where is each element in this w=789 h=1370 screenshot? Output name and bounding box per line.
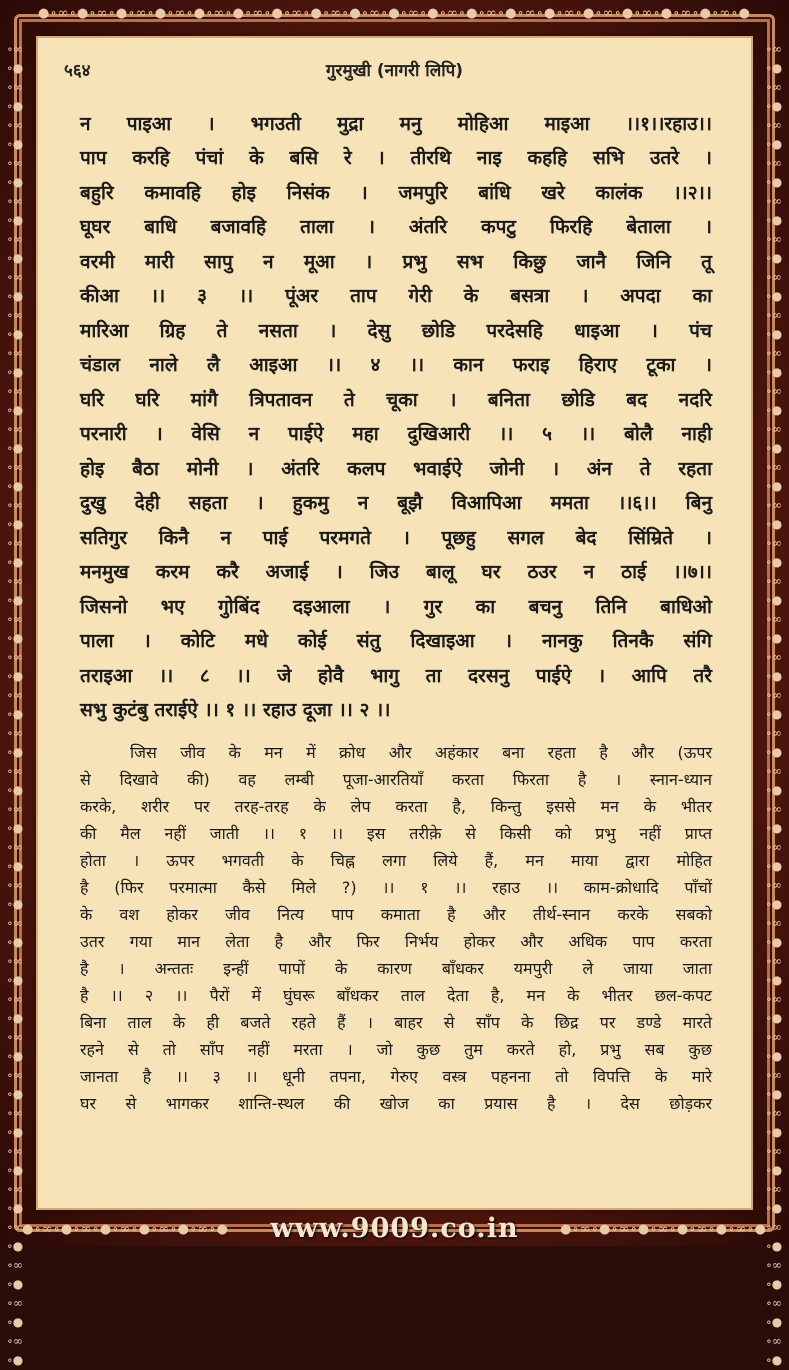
translation-line: है (फिर परमात्मा कैसे मिले ?) ।। १ ।। रहाउ ।। काम-क्रोधादि पाँचों [80, 878, 712, 897]
website-url[interactable]: www.9009.co.in [270, 1213, 519, 1244]
translation-line: से दिखावे की) वह लम्बी पूजा-आरतियाँ करता फिरता है । स्नान-ध्यान [80, 770, 712, 789]
gurbani-line: वरमी मारी सापु न मूआ । प्रभु सभ किछु जानै जिनि तू [80, 251, 712, 273]
gurbani-line: घरि घरि मांगै त्रिपतावन ते चूका । बनिता छोडि बद नदरि [80, 389, 712, 411]
gurbani-line: दुखु देही सहता । हुकमु न बूझै विआपिआ ममता ।।६।। बिनु [80, 492, 712, 514]
left-ornament: ∘∞∘●∘∞∘●∘∞∘●∘∞∘●∘∞∘●∘∞∘●∘∞∘●∘∞∘●∘∞∘●∘∞∘●∘∞∘●∘∞∘●∘∞∘●∘∞∘●∘∞∘●∘∞∘●∘∞∘●∘∞∘●∘∞∘●∘∞∘●∘∞∘●∘∞∘●∘∞∘●∘∞∘●∘∞∘●∘∞∘●∘∞∘●∘∞∘●∘∞∘●∘∞∘●∘∞∘●∘∞∘●∘∞∘●∘∞∘●∘∞∘● [6, 42, 24, 1367]
gurbani-line: बहुरि कमावहि होइ निसंक । जमपुरि बांधि खरे कालंक ।।२।। [80, 182, 712, 204]
gurbani-line: सभु कुटंबु तराईऐ ।। १ ।। रहाउ दूजा ।। २ ।। [80, 699, 391, 721]
gurbani-line: जिसनो भए गुोबिंद दइआला । गुर का बचनु तिनि बाधिओ [80, 596, 712, 618]
translation-line: के वश होकर जीव नित्य पाप कमाता है और तीर्थ-स्नान करके सबको [80, 905, 712, 924]
gurbani-line: परनारी । वेसि न पाईऐ महा दुखिआरी ।। ५ ।। बोलै नाही [80, 423, 712, 445]
gurbani-line: न पाइआ । भगउती मुद्रा मनु मोहिआ माइआ ।।१।।रहाउ।। [80, 113, 712, 135]
translation-line: जिस जीव के मन में क्रोध और अहंकार बना रहता है और (ऊपर [130, 743, 712, 762]
gurbani-line: घूघर बाधि बजावहि ताला । अंतरि कपटु फिरहि बेताला । [80, 216, 712, 238]
book-page [38, 38, 751, 1208]
translation-line: रहने से तो साँप नहीं मरता । जो कुछ तुम करते हो, प्रभु सब कुछ [80, 1040, 712, 1059]
translation-line: घर से भागकर शान्ति-स्थल की खोज का प्रयास है । देस छोड़कर [80, 1094, 712, 1113]
translation-line: उतर गया मान लेता है और फिर निर्भय होकर और अधिक पाप करता [80, 932, 712, 951]
gurbani-line: होइ बैठा मोनी । अंतरि कलप भवाईऐ जोनी । अंन ते रहता [80, 458, 712, 480]
gurbani-line: चंडाल नाले लै आइआ ।। ४ ।। कान फराइ हिराए टूका । [80, 354, 712, 376]
gurbani-line: सतिगुर किनै न पाई परमगते । पूछहु सगल बेद सिंम्रिते । [80, 527, 712, 549]
gurbani-line: कीआ ।। ३ ।। पूंअर ताप गेरी के बसत्रा । अपदा का [80, 285, 712, 307]
gurbani-line: पाप करहि पंचां के बसि रे । तीरथि नाइ कहहि सभि उतरे । [80, 147, 712, 169]
gurbani-line: मारिआ ग्रिह ते नसता । देसु छोडि परदेसहि धाइआ । पंच [80, 320, 712, 342]
translation-line: होता । ऊपर भगवती के चिह्न लगा लिये हैं, मन माया द्वारा मोहित [80, 851, 712, 870]
translation-line: है ।। २ ।। पैरों में घुंघरू बाँधकर ताल देता है, मन के भीतर छल-कपट [80, 986, 712, 1005]
translation-line: जानता है ।। ३ ।। धूनी तपना, गेरुए वस्त्र पहनना तो विपत्ति के मारे [80, 1067, 712, 1086]
gurbani-line: मनमुख करम करै अजाई । जिउ बालू घर ठउर न ठाई ।।७।। [80, 561, 712, 583]
top-ornament: ●∘∞∘●∘∞∘●∘∞∘●∘∞∘●∘∞∘●∘∞∘●∘∞∘●∘∞∘●∘∞∘●∘∞∘●∘∞∘●∘∞∘●∘∞∘●∘∞∘●∘∞∘●∘∞∘●∘∞∘●∘∞∘● [38, 6, 751, 21]
running-title: गुरमुखी (नागरी लिपि) [325, 61, 464, 81]
gurbani-line: तराइआ ।। ८ ।। जे होवै भागु ता दरसनु पाईऐ । आपि तरै [80, 665, 712, 687]
translation-line: बिना ताल के ही बजते रहते हैं । बाहर से साँप के छिद्र पर डण्डे मारते [80, 1013, 712, 1032]
translation-line: है । अन्ततः इन्हीं पापों के कारण बाँधकर यमपुरी ले जाया जाता [80, 959, 712, 978]
bottom-right-ornament: ●∘∞∘●∘∞∘●∘∞∘●∘∞∘●∘∞∘● [560, 1222, 767, 1237]
bottom-left-ornament: ●∘∞∘●∘∞∘●∘∞∘●∘∞∘●∘∞∘● [22, 1222, 229, 1237]
page-number: ५६४ [64, 61, 91, 81]
right-ornament: ∘∞∘●∘∞∘●∘∞∘●∘∞∘●∘∞∘●∘∞∘●∘∞∘●∘∞∘●∘∞∘●∘∞∘●∘∞∘●∘∞∘●∘∞∘●∘∞∘●∘∞∘●∘∞∘●∘∞∘●∘∞∘●∘∞∘●∘∞∘●∘∞∘●∘∞∘●∘∞∘●∘∞∘●∘∞∘●∘∞∘●∘∞∘●∘∞∘●∘∞∘●∘∞∘●∘∞∘●∘∞∘●∘∞∘●∘∞∘●∘∞∘● [765, 42, 783, 1367]
translation-line: की मैल नहीं जाती ।। १ ।। इस तरीक़े से किसी को प्रभु नहीं प्राप्त [80, 824, 712, 843]
page-header [64, 58, 725, 88]
translation-line: करके, शरीर पर तरह-तरह के लेप करता है, किन्तु इससे मन के भीतर [80, 797, 712, 816]
gurbani-line: पाला । कोटि मधे कोई संतु दिखाइआ । नानकु तिनकै संगि [80, 630, 712, 652]
